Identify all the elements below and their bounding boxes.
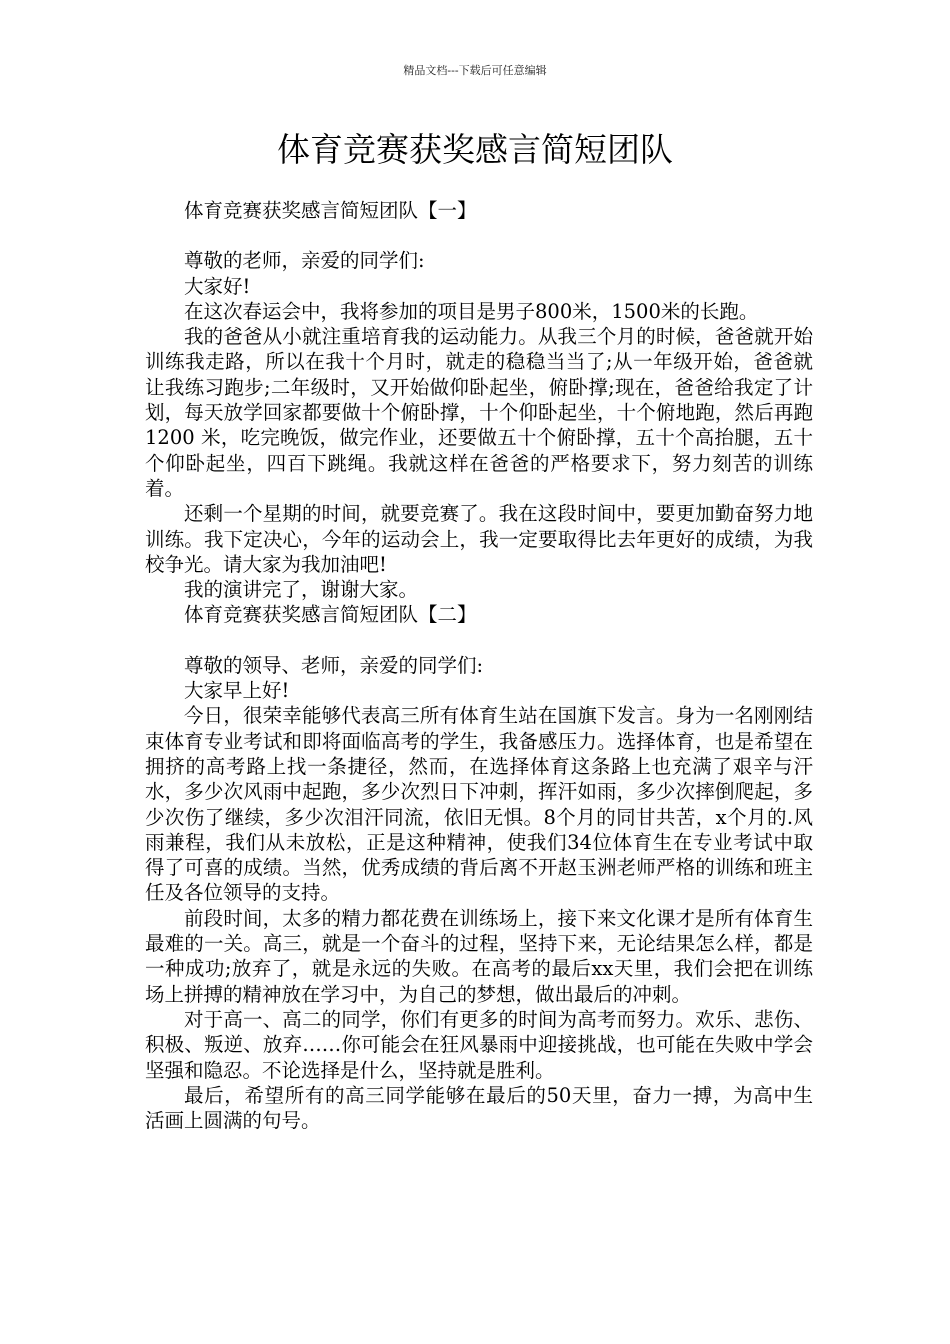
paragraph: 还剩一个星期的时间，就要竞赛了。我在这段时间中，要更加勤奋努力地训练。我下定决心，今年的运动会上，我一定要取得比去年更好的成绩，为我校争光。请大家为我加油吧! [145,502,813,576]
paragraph: 今日，很荣幸能够代表高三所有体育生站在国旗下发言。身为一名刚刚结束体育专业考试和即将面临高考的学生，我备感压力。选择体育，也是希望在拥挤的高考路上找一条捷径，然而，在选择体育这条路上也充满了艰辛与汗水，多少次风雨中起跑，多少次烈日下冲刺，挥汗如雨，多少次摔倒爬起，多少次伤了继续，多少次泪汗同流，依旧无惧。8个月的同甘共苦，x个月的.风雨兼程，我们从未放松，正是这种精神，使我们34位体育生在专业考试中取得了可喜的成绩。当然，优秀成绩的背后离不开赵玉洲老师严格的训练和班主任及各位领导的支持。 [145,704,813,905]
document-body [145,198,813,1133]
salutation: 尊敬的领导、老师，亲爱的同学们: [184,653,484,677]
greeting: 大家好! [184,274,251,298]
closing: 我的演讲完了，谢谢大家。 [184,578,419,602]
paragraph: 前段时间，太多的精力都花费在训练场上，接下来文化课才是所有体育生最难的一关。高三，就是一个奋斗的过程，坚持下来，无论结果怎么样，都是一种成功;放弃了，就是永远的失败。在高考的最后xx天里，我们会把在训练场上拼搏的精神放在学习中，为自己的梦想，做出最后的冲刺。 [145,906,813,1006]
paragraph: 对于高一、高二的同学，你们有更多的时间为高考而努力。欢乐、悲伤、积极、叛逆、放弃……你可能会在狂风暴雨中迎接挑战，也可能在失败中学会坚强和隐忍。不论选择是什么，坚持就是胜利。 [145,1007,813,1082]
document-title: 体育竞赛获奖感言简短团队 [277,130,673,169]
page-header: 精品文档---下载后可任意编辑 [403,64,547,77]
paragraph: 最后，希望所有的高三同学能够在最后的50天里，奋力一搏，为高中生活画上圆满的句号。 [145,1083,813,1133]
greeting: 大家早上好! [184,679,290,703]
paragraph: 在这次春运会中，我将参加的项目是男子800米，1500米的长跑。 [184,299,759,323]
salutation: 尊敬的老师，亲爱的同学们: [184,249,425,273]
section-heading-2: 体育竞赛获奖感言简短团队【二】 [184,603,477,627]
paragraph: 我的爸爸从小就注重培育我的运动能力。从我三个月的时候，爸爸就开始训练我走路，所以在我十个月时，就走的稳稳当当了;从一年级开始，爸爸就让我练习跑步;二年级时，又开始做仰卧起坐，俯卧撑;现在，爸爸给我定了计划，每天放学回家都要做十个俯卧撑，十个仰卧起坐，十个俯地跑，然后再跑1200 米，吃完晚饭，做完作业，还要做五十个俯卧撑，五十个高抬腿，五十个仰卧起坐，四百下跳绳。我就这样在爸爸的严格要求下，努力刻苦的训练着。 [145,325,813,500]
section-heading-1: 体育竞赛获奖感言简短团队【一】 [184,199,477,222]
